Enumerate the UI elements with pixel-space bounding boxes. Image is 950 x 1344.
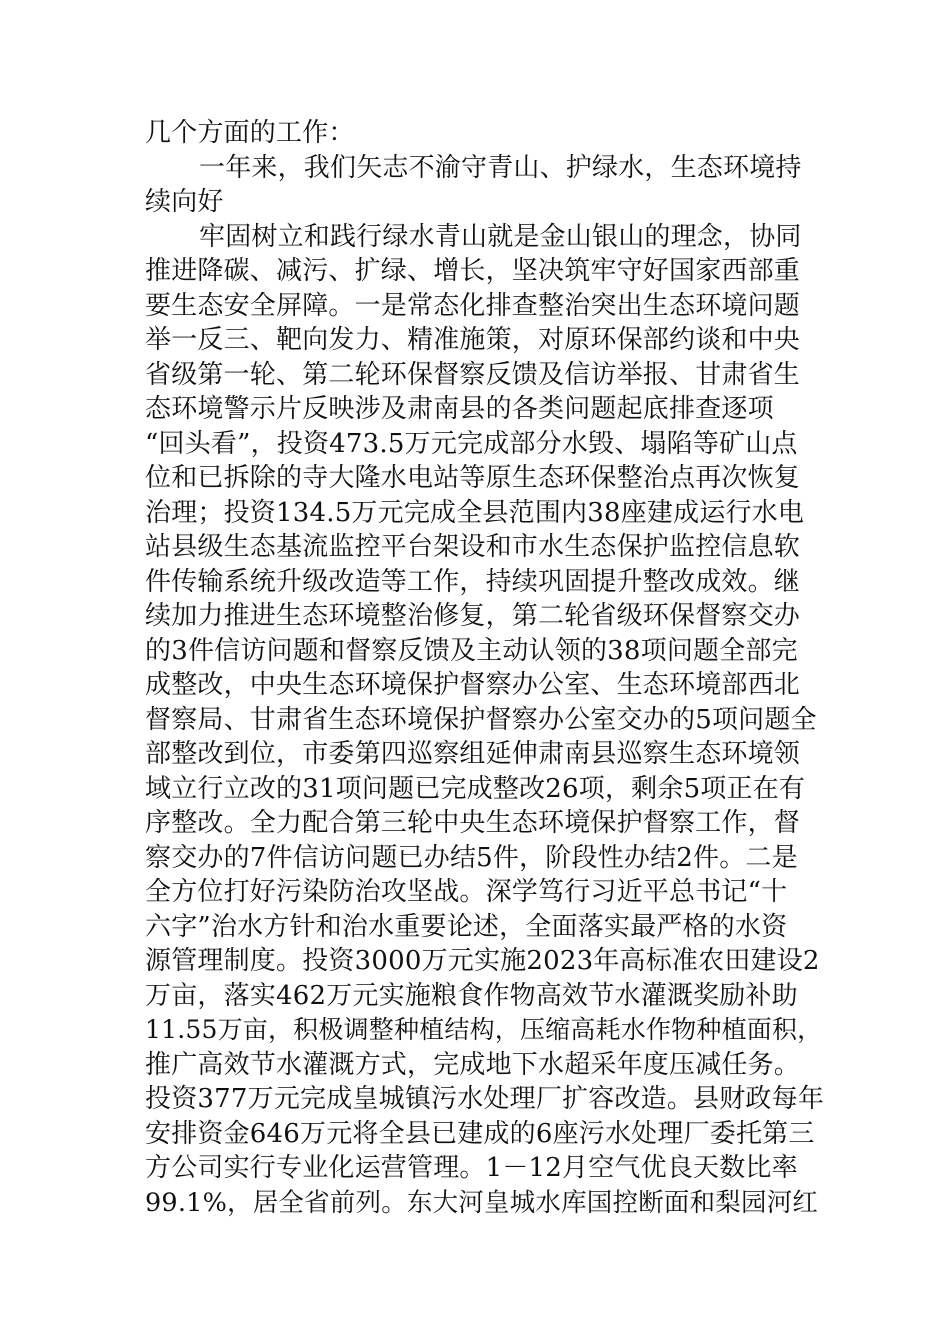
text-line: 省级第一轮、第二轮环保督察反馈及信访举报、甘肃省生 xyxy=(145,359,801,390)
text-line: 部整改到位，市委第四巡察组延伸肃南县巡察生态环境领 xyxy=(145,739,801,769)
text-line: 安排资金646万元将全县已建成的6座污水处理厂委托第三 xyxy=(145,1118,815,1149)
text-line: 态环境警示片反映涉及肃南县的各类问题起底排查逐项 xyxy=(145,394,774,424)
text-line: 治理；投资134.5万元完成全县范围内38座建成运行水电 xyxy=(145,497,805,528)
text-line: 牢固树立和践行绿水青山就是金山银山的理念，协同 xyxy=(199,221,802,252)
text-line: 督察局、甘肃省生态环境保护督察办公室交办的5项问题全 xyxy=(145,704,817,735)
text-line: 方公司实行专业化运营管理。1－12月空气优良天数比率 xyxy=(145,1153,798,1183)
text-line: 站县级生态基流监控平台架设和市水生态保护监控信息软 xyxy=(145,532,801,562)
text-line: 99.1%，居全省前列。东大河皇城水库国控断面和梨园河红 xyxy=(145,1187,819,1218)
text-line: 源管理制度。投资3000万元实施2023年高标准农田建设2 xyxy=(145,946,820,976)
text-line: 投资377万元完成皇城镇污水处理厂扩容改造。县财政每年 xyxy=(145,1084,825,1114)
text-line: 位和已拆除的寺大隆水电站等原生态环保整治点再次恢复 xyxy=(145,463,801,493)
text-line: 举一反三、靶向发力、精准施策，对原环保部约谈和中央 xyxy=(145,325,801,355)
text-line: 11.55万亩，积极调整种植结构，压缩高耗水作物种植面积， xyxy=(145,1015,823,1044)
text-line: 的3件信访问题和督察反馈及主动认领的38项问题全部完 xyxy=(145,635,798,666)
text-line: 序整改。全力配合第三轮中央生态环境保护督察工作，督 xyxy=(145,808,801,838)
text-line: 件传输系统升级改造等工作，持续巩固提升整改成效。继 xyxy=(145,566,801,597)
text-line: 推进降碳、减污、扩绿、增长，坚决筑牢守好国家西部重 xyxy=(145,256,801,286)
document-page xyxy=(145,116,827,1220)
text-line: “回头看”，投资473.5万元完成部分水毁、塌陷等矿山点 xyxy=(145,428,798,459)
text-line: 一年来，我们矢志不渝守青山、护绿水，生态环境持 xyxy=(199,152,802,183)
text-line: 推广高效节水灌溉方式，完成地下水超采年度压减任务。 xyxy=(145,1049,801,1080)
text-line: 成整改，中央生态环境保护督察办公室、生态环境部西北 xyxy=(145,670,801,700)
text-line: 全方位打好污染防治攻坚战。深学笃行习近平总书记“十 xyxy=(145,877,788,907)
text-line: 要生态安全屏障。一是常态化排查整治突出生态环境问题 xyxy=(145,290,801,321)
text-line: 续向好 xyxy=(145,187,224,217)
text-line: 察交办的7件信访问题已办结5件，阶段性办结2件。二是 xyxy=(145,842,798,873)
text-line: 几个方面的工作： xyxy=(145,118,355,148)
text-line: 万亩，落实462万元实施粮食作物高效节水灌溉奖励补助 xyxy=(145,980,798,1011)
text-line: 域立行立改的31项问题已完成整改26项，剩余5项正在有 xyxy=(145,773,806,804)
text-line: 六字”治水方针和治水重要论述，全面落实最严格的水资 xyxy=(145,911,788,942)
text-line: 续加力推进生态环境整治修复，第二轮省级环保督察交办 xyxy=(145,601,801,631)
